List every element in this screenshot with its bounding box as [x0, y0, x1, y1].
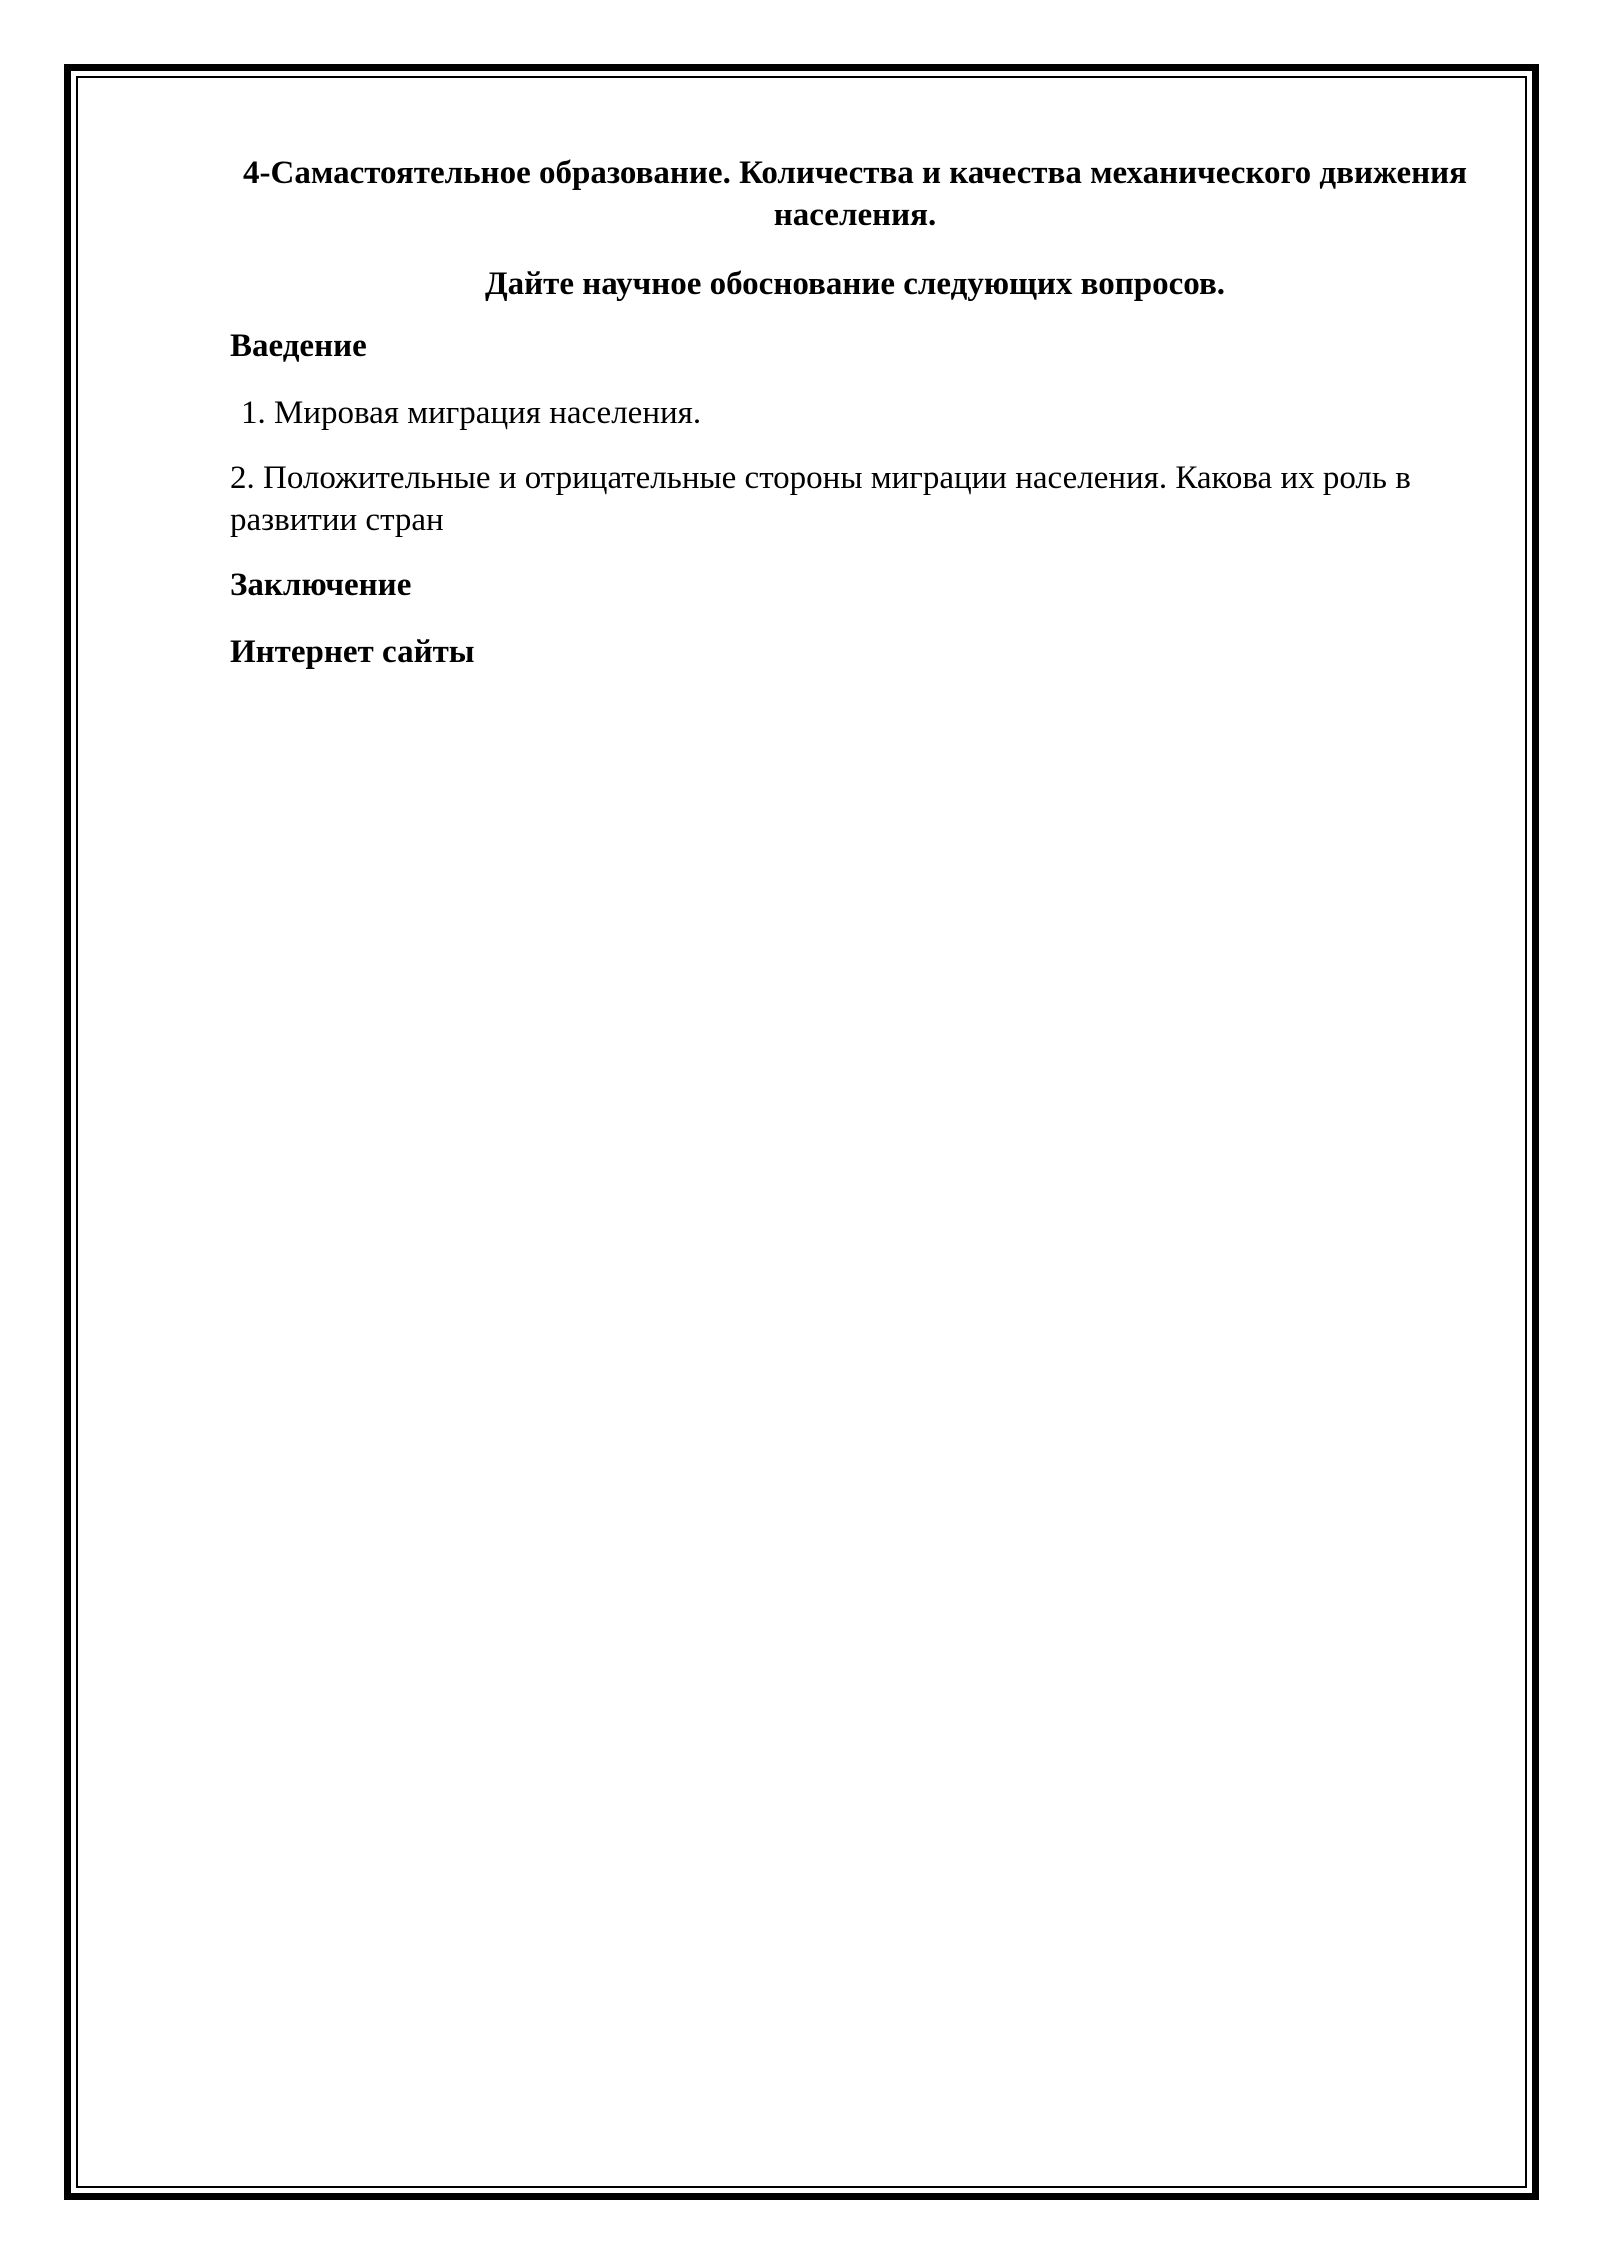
- document-body: [230, 152, 1480, 698]
- intro-heading: Ваедение: [230, 328, 367, 364]
- websites-heading: Интернет сайты: [230, 634, 475, 670]
- document-subtitle: Дайте научное обоснование следующих вопросов.: [484, 266, 1226, 302]
- question-item-1: 1. Мировая миграция населения.: [241, 395, 702, 431]
- document-title: 4-Самастоятельное образование. Количества и качества механического движения населения.: [243, 155, 1467, 233]
- conclusion-heading: Заключение: [230, 567, 412, 603]
- question-item-2: 2. Положительные и отрицательные стороны миграции населения. Какова их роль в развитии стран: [230, 460, 1411, 538]
